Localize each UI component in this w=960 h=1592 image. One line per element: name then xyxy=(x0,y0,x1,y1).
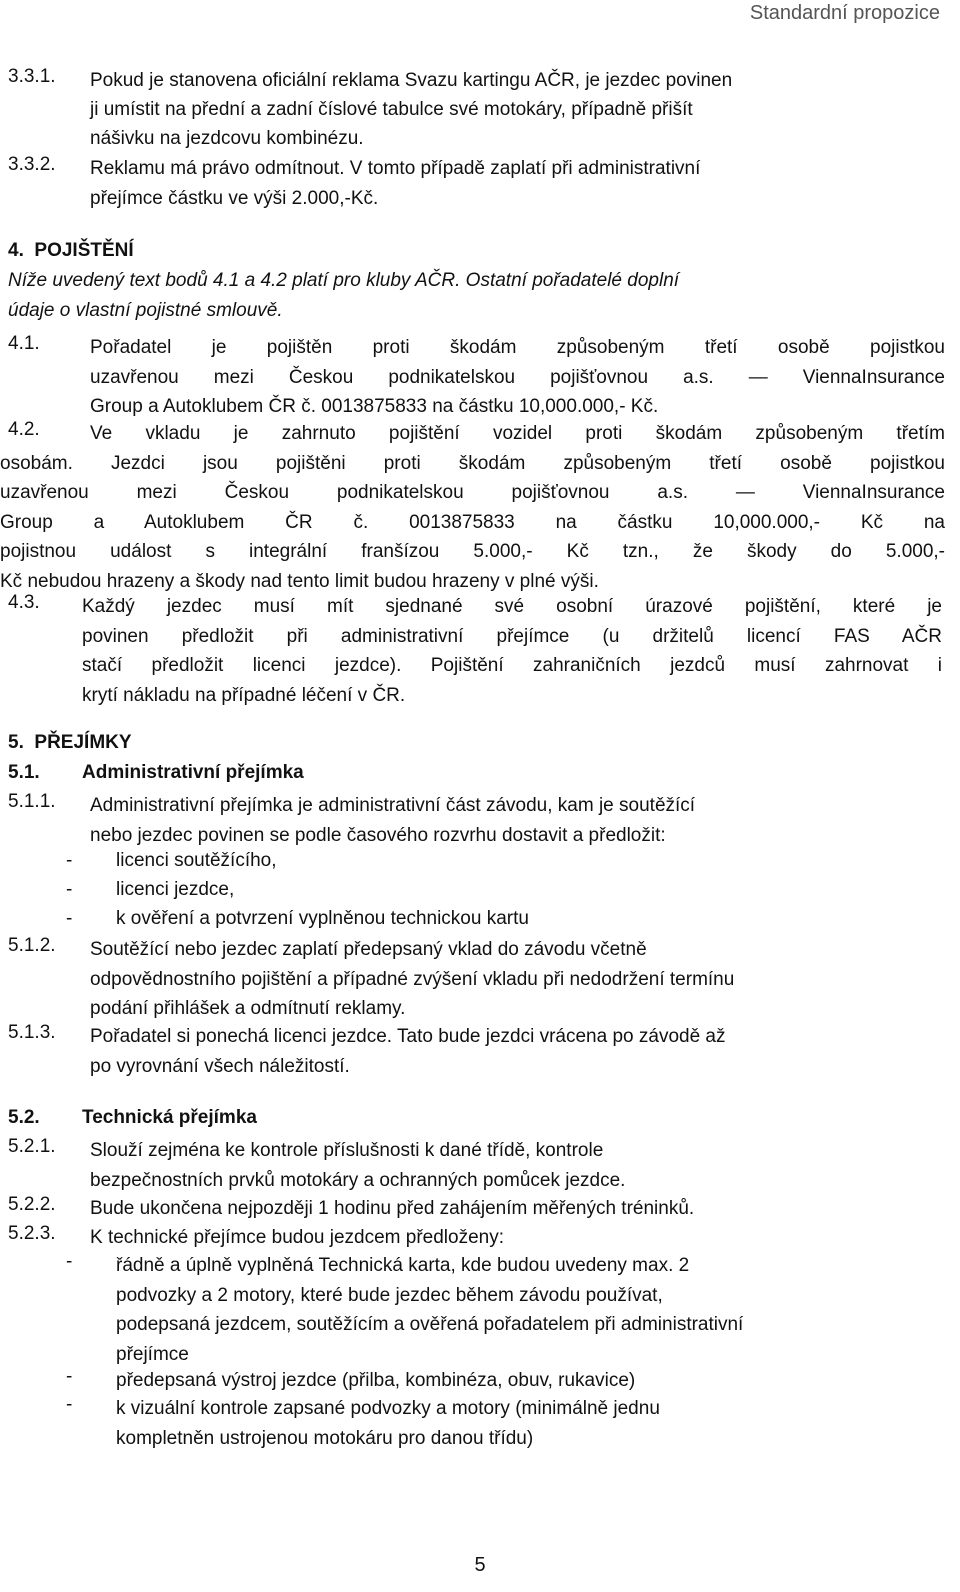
text-line: podání přihlášek a odmítnutí reklamy. xyxy=(90,998,406,1019)
subsection-title: Administrativní přejímka xyxy=(82,762,304,783)
bullet-dash: - xyxy=(66,879,73,900)
subsection-number: 5.2. xyxy=(8,1107,40,1128)
bullet-dash: - xyxy=(66,908,73,929)
text-line: krytí nákladu na případné léčení v ČR. xyxy=(82,684,406,706)
text-line: Pořadatel je pojištěn proti škodám způsobeným třetí osobě pojistkou xyxy=(90,337,945,358)
list-item-line: přejímce xyxy=(116,1343,189,1365)
list-item-line: kompletněn ustrojenou motokáru pro danou třídu) xyxy=(116,1427,534,1449)
item-number: 5.2.2. xyxy=(8,1194,56,1215)
item-number: 5.2.1. xyxy=(8,1136,56,1157)
item-number: 5.1.2. xyxy=(8,935,56,956)
list-item-line: předepsaná výstroj jezdce (přilba, kombinéza, obuv, rukavice) xyxy=(116,1370,636,1391)
list-item-text: licenci jezdce, xyxy=(116,879,235,900)
text-line: Pořadatel si ponechá licenci jezdce. Tato bude jezdci vrácena po závodě až xyxy=(90,1026,726,1047)
text-line: Soutěžící nebo jezdec zaplatí předepsaný vklad do závodu včetně xyxy=(90,939,647,960)
item-number: 5.1.1. xyxy=(8,791,56,812)
text-line: Každý jezdec musí mít sjednané své osobní úrazové pojištění, které je xyxy=(82,596,942,617)
subsection-number: 5.1. xyxy=(8,762,40,783)
list-item-text: licenci soutěžícího, xyxy=(116,850,277,871)
text-line: K technické přejímce budou jezdcem předloženy: xyxy=(90,1227,505,1248)
list-item-line: řádně a úplně vyplněná Technická karta, kde budou uvedeny max. 2 xyxy=(116,1255,690,1276)
note-line: Níže uvedený text bodů 4.1 a 4.2 platí pro kluby AČR. Ostatní pořadatelé doplní xyxy=(8,270,680,291)
text-line: osobám. Jezdci jsou pojištěni proti škodám způsobeným třetí osobě pojistkou xyxy=(0,452,945,474)
list-item-line: podvozky a 2 motory, které bude jezdec během závodu používat, xyxy=(116,1284,663,1306)
text-line: Kč nebudou hrazeny a škody nad tento limit budou hrazeny v plné výši. xyxy=(0,570,599,592)
section-heading-5: 5. PŘEJÍMKY xyxy=(8,732,132,753)
text-line: Group a Autoklubem ČR č. 0013875833 na částku 10,000.000,- Kč na xyxy=(0,511,945,533)
text-line: Group a Autoklubem ČR č. 0013875833 na částku 10,000.000,- Kč. xyxy=(90,396,659,417)
text-line: Ve vkladu je zahrnuto pojištění vozidel proti škodám způsobeným třetím xyxy=(90,423,945,444)
text-line: přejímce částku ve výši 2.000,-Kč. xyxy=(90,188,379,209)
text-line: Bude ukončena nejpozději 1 hodinu před zahájením měřených tréninků. xyxy=(90,1198,695,1219)
text-line: Slouží zejména ke kontrole příslušnosti k dané třídě, kontrole xyxy=(90,1140,604,1161)
list-item-line: k vizuální kontrole zapsané podvozky a motory (minimálně jednu xyxy=(116,1398,660,1419)
bullet-dash: - xyxy=(66,1366,73,1387)
text-line: nášivku na jezdcovu kombinézu. xyxy=(90,128,364,149)
text-line: povinen předložit při administrativní přejímce (u držitelů licencí FAS AČR xyxy=(82,625,942,647)
text-line: Pokud je stanovena oficiální reklama Svazu kartingu AČR, je jezdec povinen xyxy=(90,70,733,91)
text-line: pojistnou událost s integrální franšízou 5.000,- Kč tzn., že škody do 5.000,- xyxy=(0,541,945,562)
bullet-dash: - xyxy=(66,1251,73,1272)
list-item-text: k ověření a potvrzení vyplněnou technickou kartu xyxy=(116,908,529,929)
page-header-title: Standardní propozice xyxy=(749,2,940,24)
bullet-dash: - xyxy=(66,1394,73,1415)
text-line: po vyrovnání všech náležitostí. xyxy=(90,1055,350,1077)
subsection-title: Technická přejímka xyxy=(82,1107,257,1128)
text-line: uzavřenou mezi Českou podnikatelskou pojišťovnou a.s. — ViennaInsurance xyxy=(0,482,945,503)
item-number: 3.3.2. xyxy=(8,154,56,175)
item-number: 5.1.3. xyxy=(8,1022,56,1043)
note-line: údaje o vlastní pojistné smlouvě. xyxy=(8,300,283,321)
text-line: bezpečnostních prvků motokáry a ochranných pomůcek jezdce. xyxy=(90,1169,626,1191)
item-number: 4.1. xyxy=(8,333,40,354)
bullet-dash: - xyxy=(66,850,73,871)
item-number: 4.2. xyxy=(8,419,40,440)
text-line: stačí předložit licenci jezdce). Pojištění zahraničních jezdců musí zahrnovat i xyxy=(82,655,942,676)
list-item-line: podepsaná jezdcem, soutěžícím a ověřená pořadatelem při administrativní xyxy=(116,1314,744,1335)
text-line: Administrativní přejímka je administrativní část závodu, kam je soutěžící xyxy=(90,795,696,816)
text-line: ji umístit na přední a zadní číslové tabulce své motokáry, případně přišít xyxy=(90,99,693,120)
text-line: nebo jezdec povinen se podle časového rozvrhu dostavit a předložit: xyxy=(90,824,666,846)
section-heading-4: 4. POJIŠTĚNÍ xyxy=(8,240,134,261)
page-number: 5 xyxy=(474,1554,486,1576)
item-number: 5.2.3. xyxy=(8,1223,56,1244)
text-line: uzavřenou mezi Českou podnikatelskou pojišťovnou a.s. — ViennaInsurance xyxy=(90,366,945,388)
item-number: 3.3.1. xyxy=(8,66,56,87)
text-line: Reklamu má právo odmítnout. V tomto případě zaplatí při administrativní xyxy=(90,158,701,179)
item-number: 4.3. xyxy=(8,592,40,613)
text-line: odpovědnostního pojištění a případné zvýšení vkladu při nedodržení termínu xyxy=(90,968,735,990)
